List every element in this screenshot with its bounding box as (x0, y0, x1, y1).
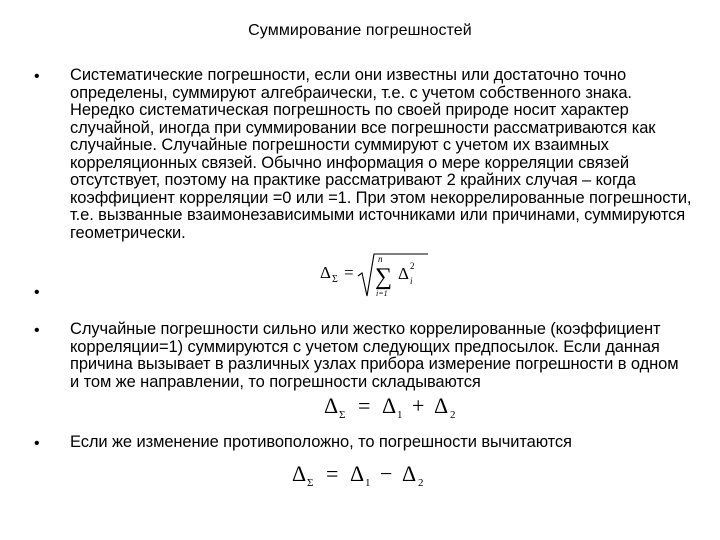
formula-a-sub: 1 (365, 477, 371, 489)
bullet-dot: • (34, 284, 40, 301)
formula-equals: = (326, 461, 339, 486)
formula-op: − (380, 461, 393, 486)
paragraph-systematic-errors: Систематические погрешности, если они известны или достаточно точно определены, суммируют алгебраически, т.е. с учетом собственного знака. Нередко систематическая погрешность по своей природе носит характер случайной, иногда при суммировании все погрешности рассматриваются как случайные. Случайные погрешности суммируют с учетом их взаимных корреляционных связей. Обычно информация о мере корреляции связей отсутствует, поэтому на практике рассматривают 2 крайних случая – когда коэффициент корреляции =0 или =1. При этом некоррелированные погрешности, т.е. вызванные взаимонезависимыми источниками или причинами, суммируются геометрически. (70, 66, 692, 242)
formula-lhs-sub: Σ (339, 409, 346, 421)
paragraph-correlated-errors: Случайные погрешности сильно или жестко коррелированные (коэффициент корреляции=1) суммируются с учетом следующих предпосылок. Если данная причина вызывает в различных узлах прибора измерение погрешности в одном и том же направлении, то погрешности складываются (70, 320, 679, 391)
formula-term-sup: 2 (410, 261, 415, 271)
bullet-dot: • (34, 322, 40, 339)
formula-a-sub: 1 (397, 409, 403, 421)
formula-a: Δ (350, 461, 365, 486)
slide-title: Суммирование погрешностей (248, 22, 472, 39)
sum-lower-limit: i=1 (376, 289, 388, 298)
formula-lhs: Δ (292, 461, 307, 486)
formula-term: Δ (398, 264, 409, 283)
formula-b: Δ (402, 461, 417, 486)
formula-lhs-sub: Σ (307, 477, 314, 489)
formula-lhs: Δ (320, 263, 331, 282)
formula-b-sub: 2 (450, 409, 456, 421)
formula-equals: = (344, 263, 354, 282)
radical-sign (358, 254, 428, 296)
paragraph-opposite-errors: Если же изменение противоположно, то погрешности вычитаются (70, 433, 572, 451)
formula-b-sub: 2 (418, 477, 424, 489)
formula-equals: = (358, 393, 371, 418)
formula-lhs: Δ (324, 393, 339, 418)
formula-subtractive-sum (290, 459, 450, 489)
sum-upper-limit: n (378, 254, 383, 264)
bullet-dot: • (34, 68, 40, 85)
formula-a: Δ (382, 393, 397, 418)
formula-geometric-sum (318, 252, 430, 300)
formula-term-sub: i (410, 276, 413, 286)
bullet-dot: • (34, 435, 40, 452)
formula-lhs-sub: Σ (332, 274, 338, 285)
formula-additive-sum (322, 391, 482, 421)
formula-b: Δ (434, 393, 449, 418)
formula-op: + (412, 393, 425, 418)
sum-sign: ∑ (375, 264, 393, 290)
